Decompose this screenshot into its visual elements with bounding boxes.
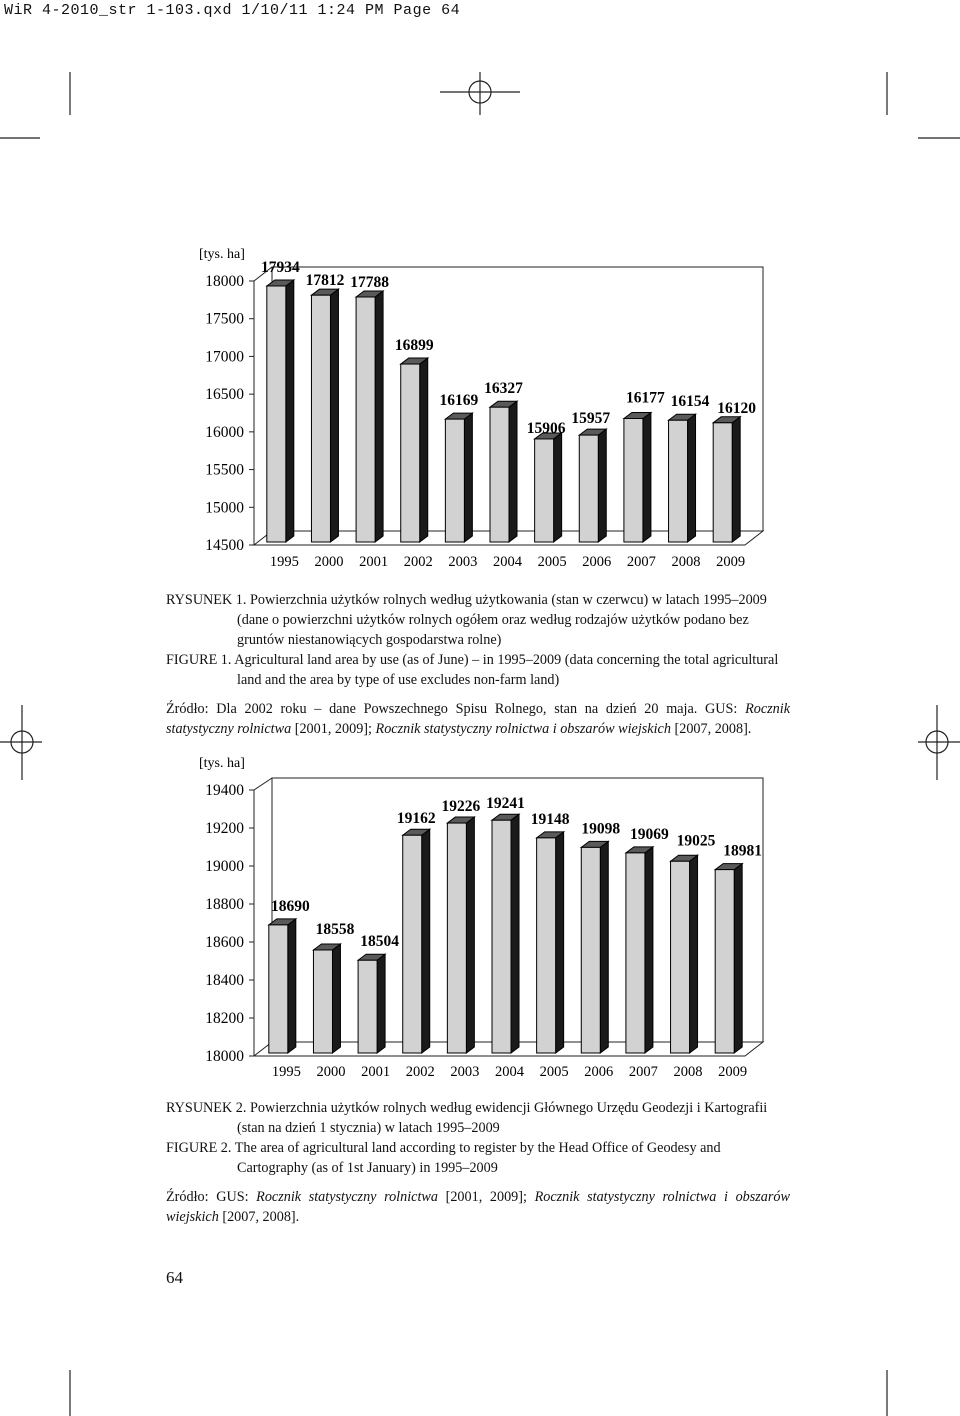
bar-face: [626, 853, 645, 1053]
bar-side: [377, 954, 385, 1053]
x-tick-label: 2007: [626, 554, 656, 570]
bar-side: [509, 401, 517, 542]
bar-side: [645, 847, 653, 1053]
figure1-source-text-3: [2007, 2008].: [670, 721, 752, 737]
x-tick-label: 1995: [271, 1064, 301, 1080]
bar: [713, 417, 740, 542]
figure2-source: [166, 1187, 790, 1227]
figure2-caption-en: [166, 1138, 790, 1178]
figure1-caption-en: [166, 650, 790, 690]
x-tick-label: 2009: [718, 1064, 748, 1080]
bar-value-label: 18690: [270, 897, 310, 915]
bar: [267, 280, 294, 542]
figure1-source-italic-1: Rocznik statystyczny rolnictwa: [166, 701, 790, 737]
figure2-caption-pl: [166, 1098, 790, 1138]
bar-value-label: 19098: [581, 820, 621, 838]
x-tick-label: 2004: [493, 554, 522, 570]
slug-line: WiR 4-2010_str 1-103.qxd 1/10/11 1:24 PM Page 64: [4, 2, 461, 19]
bar-value-label: 19148: [530, 810, 570, 828]
bar-side: [732, 417, 740, 542]
figure1-source-text-1: Dla 2002 roku – dane Powszechnego Spisu Rolnego, stan na dzień 20 maja. GUS:: [208, 701, 746, 717]
bar-value-label: 15906: [526, 419, 566, 437]
bar-value-label: 18558: [315, 920, 355, 938]
y-tick-label: 19400: [205, 782, 244, 799]
figure1-source-label: Źródło:: [166, 701, 209, 717]
figure1-source: [166, 699, 790, 739]
bar-side: [598, 429, 606, 542]
bar-face: [671, 861, 690, 1053]
x-tick-label: 2000: [316, 1064, 346, 1080]
x-tick-label: 2006: [582, 554, 612, 570]
bar: [269, 919, 296, 1053]
bar-face: [669, 420, 688, 542]
figure2-source-text-1: GUS:: [208, 1189, 257, 1205]
bar-value-label: 19069: [630, 825, 669, 843]
bar-face: [581, 847, 600, 1053]
bar: [624, 413, 651, 542]
figure2-caption-pl-label: RYSUNEK 2.: [166, 1100, 247, 1116]
page-number: 64: [166, 1268, 183, 1287]
bar-face: [447, 823, 466, 1053]
bar-value-label: 16154: [670, 393, 710, 411]
figure2-source-label: Źródło:: [166, 1189, 209, 1205]
bar-face: [269, 925, 288, 1053]
y-tick-label: 19000: [205, 858, 244, 875]
bar-face: [715, 870, 734, 1053]
y-axis-unit-label: [tys. ha]: [199, 247, 245, 262]
bar: [579, 429, 606, 542]
figure2-source-text-2: [2001, 2009];: [437, 1189, 535, 1205]
y-tick-label: 17000: [205, 348, 244, 366]
y-tick-label: 18400: [205, 972, 244, 989]
figure1-caption-pl: [166, 590, 790, 650]
y-tick-label: 18600: [205, 934, 244, 951]
x-tick-label: 2006: [584, 1064, 614, 1080]
bar: [537, 832, 564, 1053]
bar-face: [267, 286, 286, 542]
bar-value-label: 16327: [484, 380, 523, 398]
bar: [715, 864, 742, 1053]
figure1-caption-en-label: FIGURE 1.: [166, 652, 232, 668]
bar-side: [600, 841, 608, 1053]
bar: [403, 829, 430, 1053]
bar-face: [624, 419, 643, 542]
x-tick-label: 2002: [405, 1064, 435, 1080]
bar: [358, 954, 385, 1053]
y-tick-label: 16000: [205, 423, 244, 441]
figure1-bar-chart: [0, 0, 960, 590]
y-tick-label: 16500: [205, 386, 244, 404]
bar-value-label: 17788: [350, 273, 389, 291]
x-tick-label: 2003: [450, 1064, 480, 1080]
bar-side: [464, 413, 472, 542]
bar-side: [420, 358, 428, 542]
bar-face: [535, 439, 554, 542]
bar-side: [288, 919, 296, 1053]
x-tick-label: 1995: [269, 554, 299, 570]
bar-side: [330, 289, 338, 542]
x-tick-label: 2000: [314, 554, 344, 570]
bar-value-label: 16177: [626, 389, 665, 407]
bar-side: [332, 944, 340, 1053]
figure1-caption-pl-text: Powierzchnia użytków rolnych według użytkowania (stan w czerwcu) w latach 1995–2009 (dane o powierzchni użytków rolnych ogółem oraz według rodzajów użytków podano bez gruntów niestanowiących gospodarstwa rolne): [237, 592, 767, 648]
x-tick-label: 2005: [537, 554, 567, 570]
figure2-bar-chart: [0, 750, 960, 1090]
bar-face: [713, 423, 732, 542]
x-tick-label: 2001: [359, 554, 389, 570]
bar: [492, 814, 519, 1053]
x-tick-label: 2004: [495, 1064, 524, 1080]
bar-value-label: 19241: [486, 795, 525, 813]
bar: [671, 855, 698, 1053]
bar: [447, 817, 474, 1053]
bar-value-label: 17812: [305, 272, 345, 290]
y-tick-label: 17500: [205, 310, 244, 328]
y-tick-label: 18000: [205, 1048, 244, 1065]
figure2-caption-en-text: The area of agricultural land according to register by the Head Office of Geodesy and Cartography (as of 1st January) in 1995–2009: [234, 1140, 721, 1176]
bar-value-label: 16169: [439, 392, 479, 410]
figure1-source-text-2: [2001, 2009];: [291, 721, 376, 737]
y-tick-label: 19200: [205, 820, 244, 837]
bar-value-label: 16899: [394, 337, 434, 355]
bar: [535, 433, 562, 542]
x-tick-label: 2007: [628, 1064, 658, 1080]
y-tick-label: 15500: [205, 461, 244, 479]
bar-side: [690, 855, 698, 1053]
bar-side: [375, 291, 383, 542]
bar-value-label: 15957: [571, 410, 611, 428]
bar: [313, 944, 340, 1053]
figure1-source-italic-2: Rocznik statystyczny rolnictwa i obszarów wiejskich: [375, 721, 671, 737]
bar: [401, 358, 428, 542]
y-tick-label: 14500: [205, 537, 244, 554]
bar: [356, 291, 383, 542]
bar-face: [356, 297, 375, 542]
bar: [490, 401, 517, 542]
bar-side: [688, 414, 696, 542]
bar-value-label: 16120: [717, 399, 757, 417]
bar-face: [401, 364, 420, 542]
bar: [626, 847, 653, 1053]
figure2-source-text-3: [2007, 2008].: [218, 1209, 300, 1225]
x-tick-label: 2009: [716, 554, 746, 570]
x-tick-label: 2002: [403, 554, 433, 570]
bar-face: [358, 960, 377, 1053]
bar-face: [579, 435, 598, 542]
x-tick-label: 2003: [448, 554, 478, 570]
figure2-caption-pl-text: Powierzchnia użytków rolnych według ewidencji Głównego Urzędu Geodezji i Kartografii (stan na dzień 1 stycznia) w latach 1995–2009: [237, 1100, 768, 1136]
bar-face: [311, 295, 330, 542]
bar-side: [422, 829, 430, 1053]
bar-side: [643, 413, 651, 542]
figure1-caption-pl-label: RYSUNEK 1.: [166, 592, 247, 608]
x-tick-label: 2001: [361, 1064, 391, 1080]
bar-face: [403, 835, 422, 1053]
bar-value-label: 17934: [260, 258, 300, 276]
bar: [445, 413, 472, 542]
figure1-caption-en-text: Agricultural land area by use (as of June) – in 1995–2009 (data concerning the total agricultural land and the area by type of use excludes non-farm land): [234, 652, 779, 688]
y-tick-label: 18800: [205, 896, 244, 913]
bar-face: [537, 838, 556, 1053]
y-tick-label: 15000: [205, 499, 244, 517]
bar-face: [445, 419, 464, 542]
y-axis-top-edge: [254, 778, 272, 790]
y-tick-label: 18200: [205, 1010, 244, 1027]
bar-side: [466, 817, 474, 1053]
bar-side: [556, 832, 564, 1053]
x-tick-label: 2008: [673, 1064, 703, 1080]
bar-face: [492, 820, 511, 1053]
y-tick-label: 18000: [205, 273, 244, 290]
y-axis-unit-label: [tys. ha]: [199, 756, 245, 771]
x-tick-label: 2008: [671, 554, 701, 570]
bar-value-label: 19025: [676, 832, 716, 850]
bar-value-label: 18981: [723, 842, 763, 860]
bar-side: [554, 433, 562, 542]
figure2-caption-en-label: FIGURE 2.: [166, 1140, 232, 1156]
bar-side: [511, 814, 519, 1053]
figure1-caption: [166, 590, 790, 739]
bar-face: [313, 950, 332, 1053]
bar: [581, 841, 608, 1053]
bar-value-label: 19162: [396, 810, 436, 828]
bar: [669, 414, 696, 542]
bar-value-label: 18504: [360, 933, 399, 951]
figure2-source-italic-2: Rocznik statystyczny rolnictwa i obszarów wiejskich: [166, 1189, 790, 1225]
bar: [311, 289, 338, 542]
figure2-caption: [166, 1098, 790, 1227]
bar-side: [286, 280, 294, 542]
bar-value-label: 19226: [441, 798, 481, 816]
bar-face: [490, 407, 509, 542]
x-tick-label: 2005: [539, 1064, 569, 1080]
bar-side: [734, 864, 742, 1053]
figure2-source-italic-1: Rocznik statystyczny rolnictwa: [256, 1189, 438, 1205]
